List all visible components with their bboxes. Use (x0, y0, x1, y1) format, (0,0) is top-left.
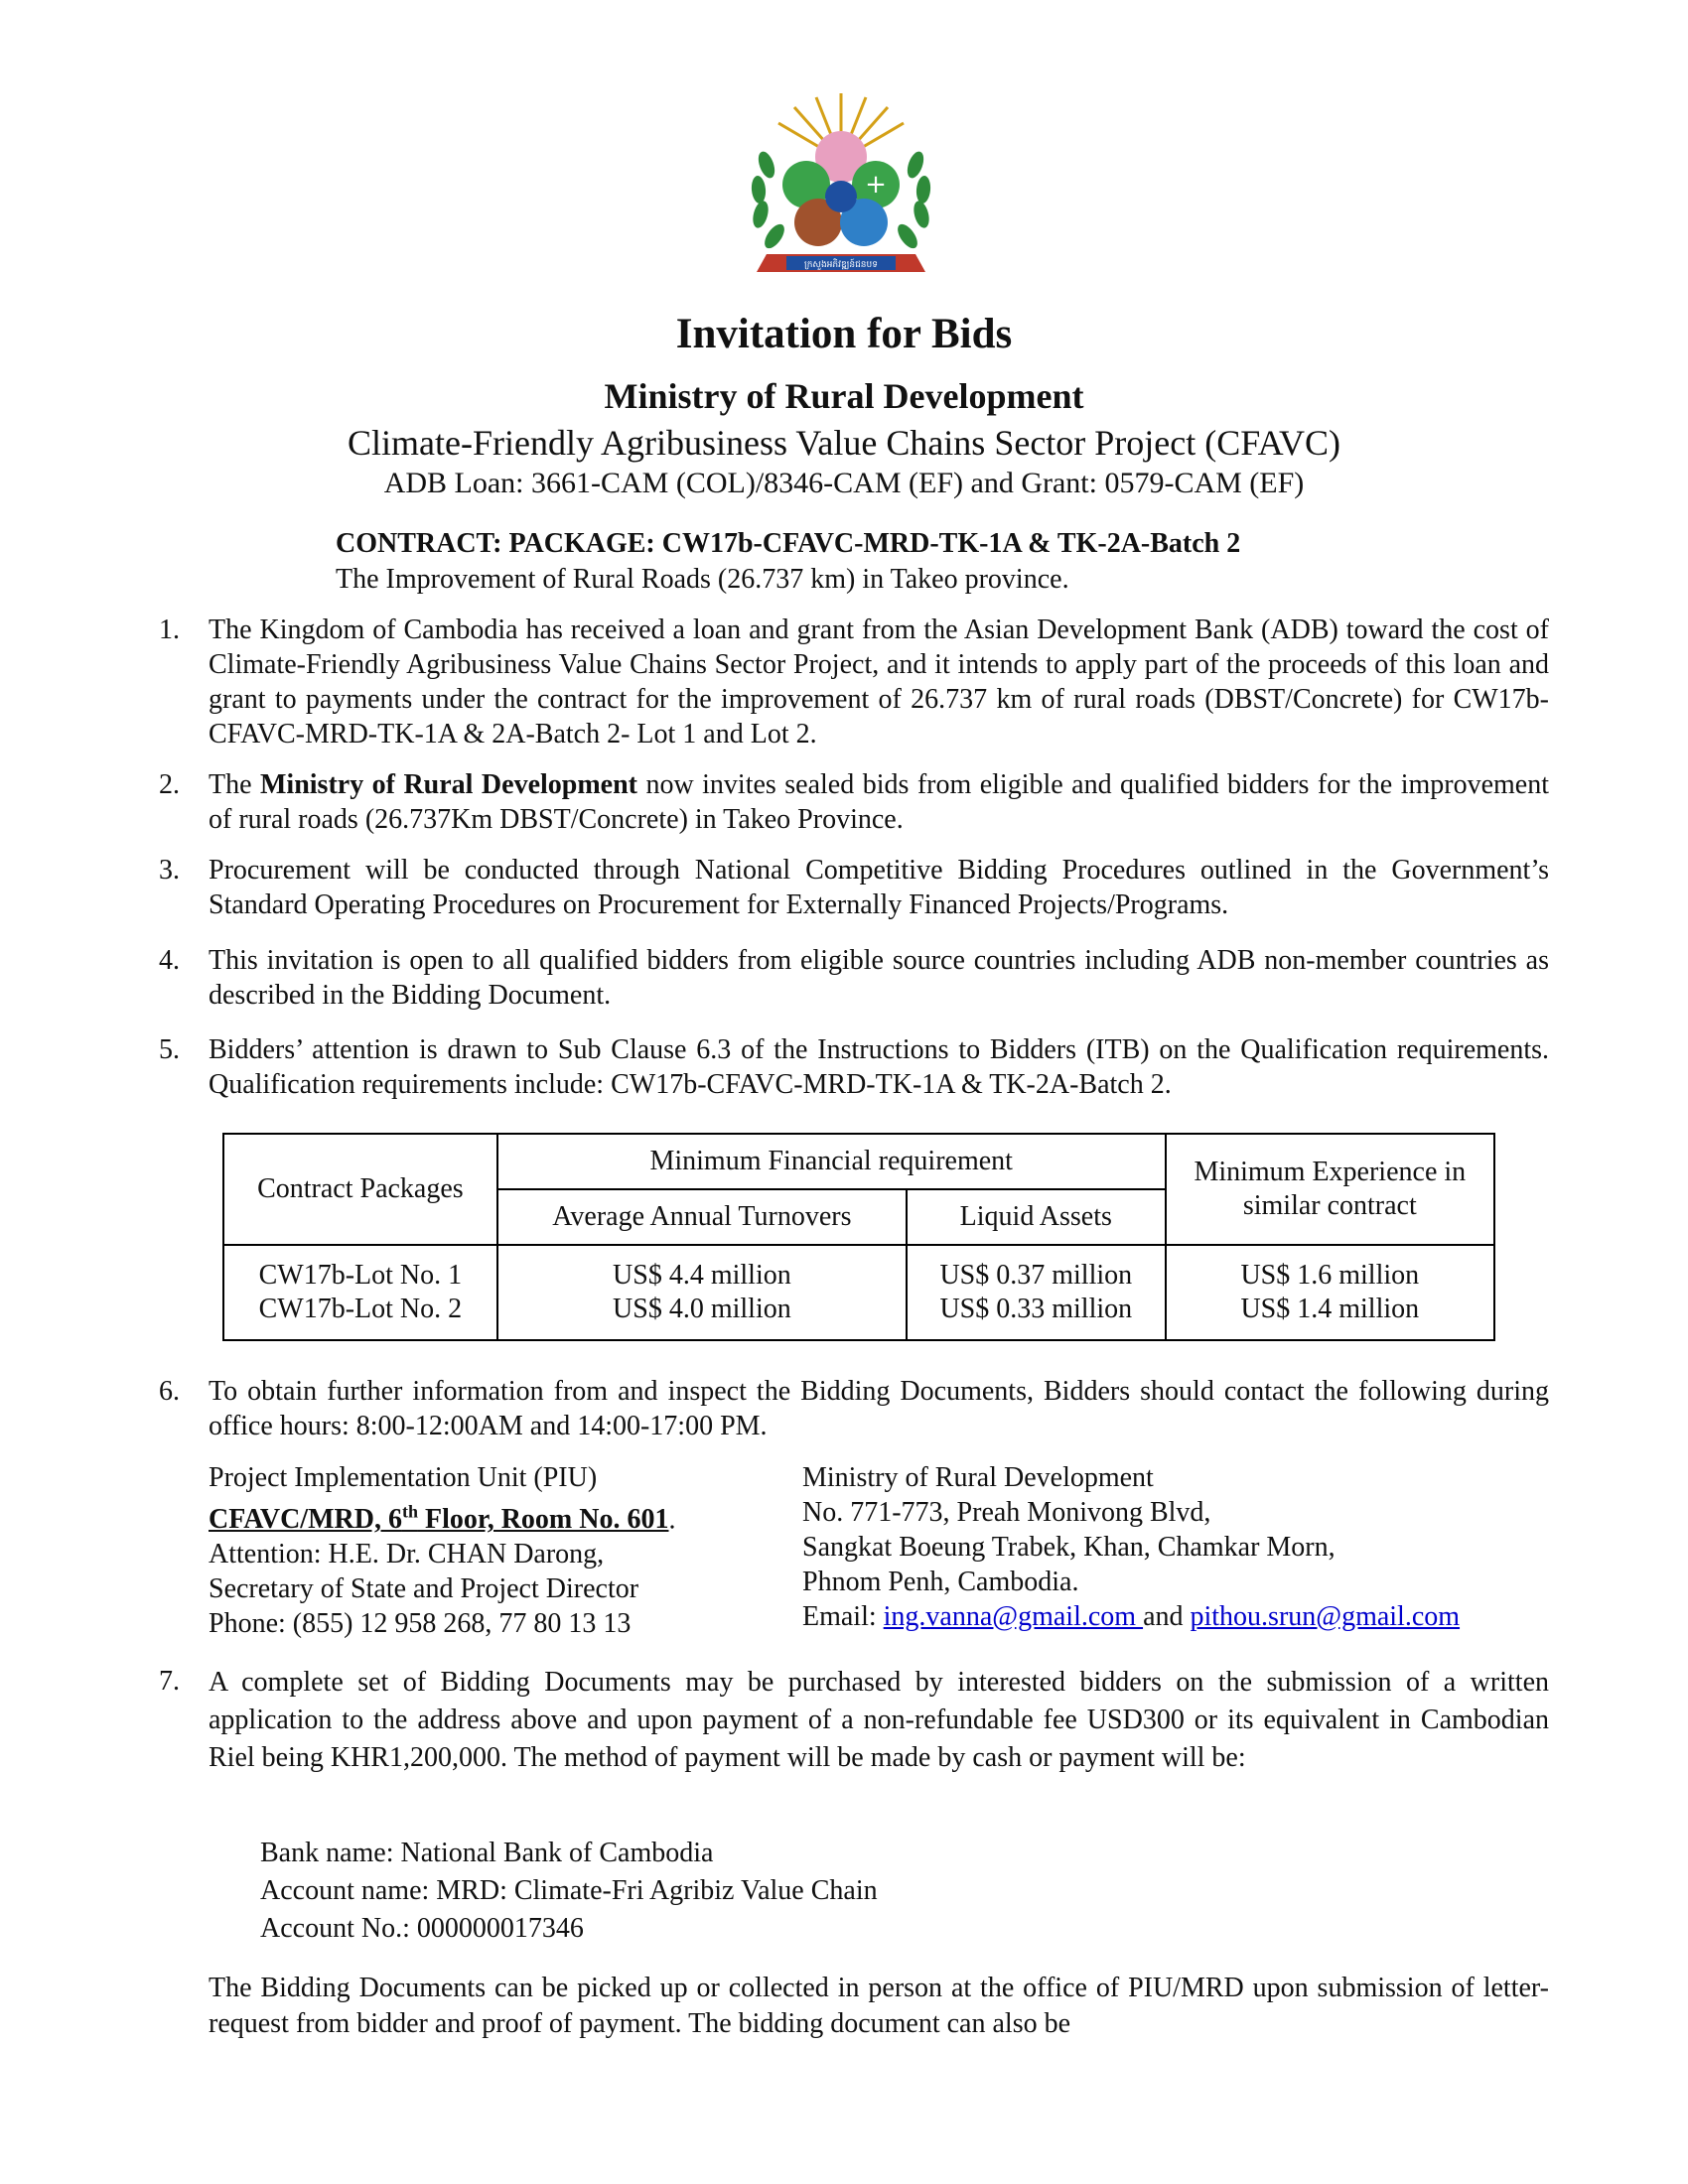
item-7-text: A complete set of Bidding Documents may be purchased by interested bidders on the submission of a written application to the address above and upon payment of a non-refundable fee USD300 or its equivalent in Cambodian Riel being KHR1,200,000. The method of payment will be made by cash or payment will be: (209, 1667, 1549, 1773)
contract-package: CONTRACT: PACKAGE: CW17b-CFAVC-MRD-TK-1A & TK-2A-Batch 2 (336, 528, 1241, 559)
item-number: 2. (159, 769, 180, 800)
package-cell: CW17b-Lot No. 2 (258, 1294, 463, 1324)
ministry-contact: Ministry of Rural Development (802, 1462, 1154, 1493)
header-experience: Minimum Experience in similar contract (1166, 1134, 1494, 1245)
pickup-text: The Bidding Documents can be picked up or collected in person at the office of PIU/MRD upon submission of letter-request from bidder and proof of payment. The bidding document can also be (209, 1973, 1549, 2039)
ministry-street: No. 771-773, Preah Monivong Blvd, (802, 1497, 1211, 1528)
header-liquid-assets: Liquid Assets (907, 1189, 1166, 1245)
account-name: Account name: MRD: Climate-Fri Agribiz Value Chain (260, 1875, 878, 1906)
email-link-vanna[interactable]: ing.vanna@gmail.com (883, 1601, 1144, 1632)
table-row (223, 1245, 1494, 1340)
turnover-cell: US$ 4.4 million (613, 1260, 791, 1291)
piu-phone: Phone: (855) 12 958 268, 77 80 13 13 (209, 1608, 632, 1640)
piu-name: Project Implementation Unit (PIU) (209, 1462, 598, 1493)
turnover-cell: US$ 4.0 million (613, 1294, 791, 1324)
email-line: Email: ing.vanna@gmail.com and pithou.srun@gmail.com (802, 1601, 1461, 1632)
header-turnover: Average Annual Turnovers (497, 1189, 907, 1245)
logo-ribbon-text: ក្រសួងអភិវឌ្ឍន៍ជនបទ (804, 260, 878, 270)
item-4-text: This invitation is open to all qualified bidders from eligible source countries including ADB non-member countries as described in the Bidding Document. (209, 945, 1549, 1011)
email-link-pithou[interactable]: pithou.srun@gmail.com (1190, 1601, 1461, 1632)
item-number: 3. (159, 855, 180, 886)
piu-attention: Attention: H.E. Dr. CHAN Darong, (209, 1539, 605, 1570)
ministry-bold: Ministry of Rural Development (260, 769, 637, 800)
qualification-table (222, 1133, 1495, 1341)
item-5-text: Bidders’ attention is drawn to Sub Clause 6.3 of the Instructions to Bidders (ITB) on the Qualification requirements. Qualification requirements include: CW17b-CFAVC-MRD-TK-1A & TK-2A-Batch 2. (209, 1034, 1549, 1100)
header-financial: Minimum Financial requirement (497, 1134, 1166, 1189)
liquid-cell: US$ 0.33 million (939, 1294, 1133, 1324)
experience-cell: US$ 1.6 million (1240, 1260, 1420, 1291)
item-1-text: The Kingdom of Cambodia has received a loan and grant from the Asian Development Bank (ADB) toward the cost of Climate-Friendly Agribusiness Value Chains Sector Project, and it intends to apply part of the proceeds of this loan and grant to payments under the contract for the improvement of 26.737 km of rural roads (DBST/Concrete) for CW17b-CFAVC-MRD-TK-1A & 2A-Batch 2- Lot 1 and Lot 2. (209, 614, 1549, 750)
item-number: 4. (159, 945, 180, 976)
bank-details (260, 1835, 878, 1948)
ministry-city: Phnom Penh, Cambodia. (802, 1567, 1079, 1597)
contract-block (336, 526, 1240, 598)
item-number: 7. (159, 1666, 180, 1697)
item-number: 1. (159, 614, 180, 645)
package-cell: CW17b-Lot No. 1 (258, 1260, 463, 1291)
item-6-text: To obtain further information from and inspect the Bidding Documents, Bidders should contact the following during office hours: 8:00-12:00AM and 14:00-17:00 PM. (209, 1376, 1549, 1441)
loan-reference: ADB Loan: 3661-CAM (COL)/8346-CAM (EF) and Grant: 0579-CAM (EF) (383, 467, 1305, 499)
liquid-cell: US$ 0.37 million (939, 1260, 1133, 1291)
contract-description: The Improvement of Rural Roads (26.737 km) in Takeo province. (336, 564, 1069, 595)
logo-center (825, 181, 857, 212)
item-2-text: The Ministry of Rural Development now invites sealed bids from eligible and qualified bidders for the improvement of rural roads (26.737Km DBST/Concrete) in Takeo Province. (209, 769, 1549, 835)
item-number: 6. (159, 1376, 180, 1407)
header-contract-packages: Contract Packages (223, 1134, 497, 1245)
ministry-district: Sangkat Boeung Trabek, Khan, Chamkar Morn, (802, 1532, 1336, 1563)
experience-cell: US$ 1.4 million (1240, 1294, 1420, 1324)
document-title: Invitation for Bids (675, 311, 1013, 357)
project-name: Climate-Friendly Agribusiness Value Chains Sector Project (CFAVC) (348, 423, 1340, 463)
contact-left (209, 1460, 675, 1641)
account-number: Account No.: 000000017346 (260, 1913, 584, 1944)
ministry-logo (727, 85, 955, 284)
piu-office: CFAVC/MRD, 6th Floor, Room No. 601. (209, 1502, 676, 1536)
item-3-text: Procurement will be conducted through National Competitive Bidding Procedures outlined in the Government’s Standard Operating Procedures on Procurement for Externally Financed Projects/Programs. (209, 855, 1549, 920)
contact-right (802, 1460, 1460, 1634)
piu-title: Secretary of State and Project Director (209, 1573, 639, 1605)
item-number: 5. (159, 1034, 180, 1065)
svg-text:+: + (865, 170, 887, 200)
ministry-name: Ministry of Rural Development (604, 376, 1084, 416)
bank-name: Bank name: National Bank of Cambodia (260, 1838, 714, 1868)
